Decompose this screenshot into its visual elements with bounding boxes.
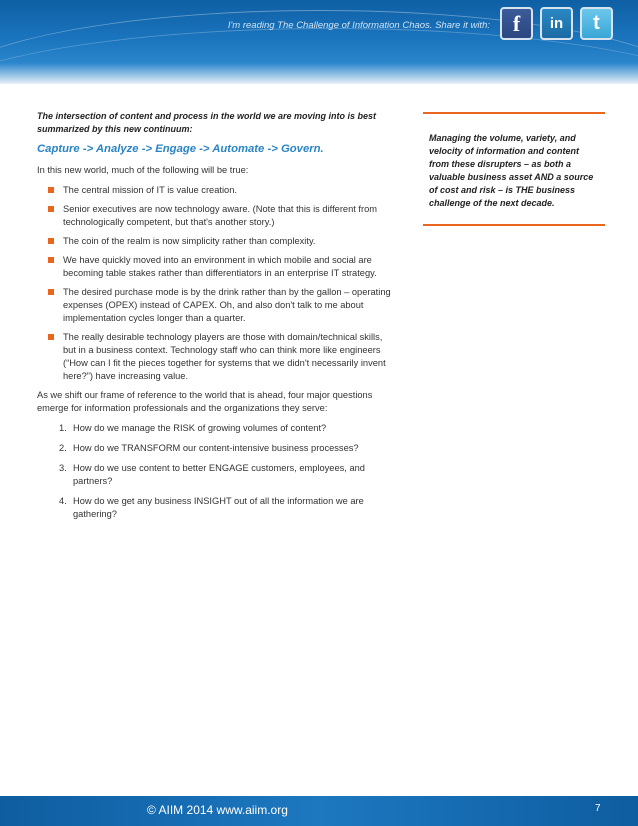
share-prompt: I'm reading The Challenge of Information Chaos. Share it with:	[227, 20, 490, 31]
list-item	[48, 286, 393, 325]
question-text: How do we get any business INSIGHT out of all the information we are gathering?	[73, 496, 364, 519]
footer-copyright: © AIIM 2014 www.aiim.org	[147, 803, 288, 817]
page-number: 7	[595, 803, 601, 814]
bullet-list	[37, 184, 393, 383]
facebook-icon[interactable]: f	[500, 7, 533, 40]
page-header	[0, 0, 638, 84]
lead-text: In this new world, much of the following will be true:	[37, 165, 249, 175]
transition-text: As we shift our frame of reference to the world that is ahead, four major questions emerge for information professionals and the organizations they serve:	[37, 390, 373, 413]
main-column	[37, 110, 393, 528]
question-text: How do we TRANSFORM our content-intensive business processes?	[73, 443, 359, 453]
list-item	[48, 254, 393, 280]
pull-quote-bottom-rule	[423, 224, 605, 226]
list-item-text: Senior executives are now technology aware. (Note that this is different from technologically competent, but that's another story.)	[63, 204, 378, 227]
list-item-text: The really desirable technology players are those with domain/technical skills, but in a business context. Technology staff who can think more like engineers (“How can I fit the pieces together for systems that we didn't necessarily invent here?”) have increasing value.	[63, 332, 386, 381]
list-item-text: The central mission of IT is value creation.	[63, 185, 237, 195]
continuum-heading: Capture -> Analyze -> Engage -> Automate -> Govern.	[37, 143, 324, 155]
question-number: 2.	[59, 443, 67, 453]
linkedin-icon[interactable]: in	[540, 7, 573, 40]
bullet-square-icon	[48, 187, 54, 193]
bullet-square-icon	[48, 206, 54, 212]
question-text: How do we manage the RISK of growing volumes of content?	[73, 423, 327, 433]
list-item-text: The desired purchase mode is by the drink rather than by the gallon – operating expenses (OPEX) instead of CAPEX. Oh, and also don't talk to me about implementation cycles longer than a quarter.	[63, 287, 391, 323]
intro-text: The intersection of content and process in the world we are moving into is best summarized by this new continuum:	[37, 111, 377, 134]
list-item-text: The coin of the realm is now simplicity rather than complexity.	[63, 236, 316, 246]
question-text: How do we use content to better ENGAGE customers, employees, and partners?	[73, 463, 365, 486]
question-item	[59, 495, 393, 521]
pull-quote-box	[423, 112, 605, 226]
question-list	[37, 422, 393, 521]
list-item	[48, 235, 393, 248]
page-footer	[0, 796, 638, 826]
question-number: 4.	[59, 496, 67, 506]
question-number: 3.	[59, 463, 67, 473]
question-item	[59, 442, 393, 455]
list-item-text: We have quickly moved into an environment in which mobile and social are becoming table stakes rather than differentiators in an enterprise IT strategy.	[63, 255, 377, 278]
twitter-icon[interactable]: t	[580, 7, 613, 40]
list-item	[48, 203, 393, 229]
bullet-square-icon	[48, 238, 54, 244]
question-item	[59, 422, 393, 435]
bullet-square-icon	[48, 289, 54, 295]
question-number: 1.	[59, 423, 67, 433]
list-item	[48, 331, 393, 383]
question-item	[59, 462, 393, 488]
bullet-square-icon	[48, 257, 54, 263]
pull-quote-text: Managing the volume, variety, and velocity of information and content from these disrupters – as both a valuable business asset AND a source of cost and risk – is THE business challenge of the next decade.	[429, 133, 594, 208]
list-item	[48, 184, 393, 197]
bullet-square-icon	[48, 334, 54, 340]
